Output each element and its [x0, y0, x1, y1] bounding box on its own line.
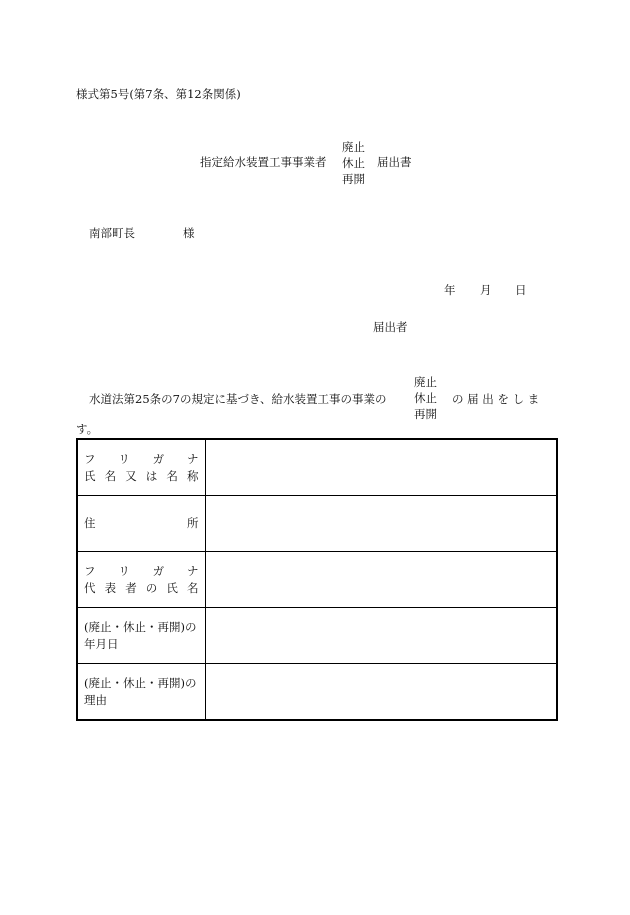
value-address[interactable] — [205, 496, 557, 552]
statement-option-kyushi: 休止 — [414, 391, 437, 405]
date-month-label: 月 — [480, 283, 492, 297]
furigana-label: フ リ ガ ナ — [84, 563, 199, 578]
value-representative[interactable] — [205, 552, 557, 608]
title-suffix: 届出書 — [377, 155, 412, 169]
title-option-kyushi: 休止 — [342, 156, 365, 170]
label-reason: (廃止・休止・再開)の 理由 — [77, 664, 205, 721]
addressee-honorific: 様 — [183, 226, 195, 240]
furigana-label: フ リ ガ ナ — [84, 451, 199, 466]
representative-label: 代 表 者 の 氏 名 — [84, 580, 199, 595]
notifier-label: 届出者 — [373, 320, 408, 334]
label-representative — [77, 552, 205, 608]
name-label: 氏 名 又 は 名 称 — [84, 468, 199, 483]
form-number: 様式第5号(第7条、第12条関係) — [76, 87, 241, 101]
title-option-haishi: 廃止 — [342, 140, 365, 154]
table-row-name — [77, 439, 557, 496]
label-date: (廃止・休止・再開)の 年月日 — [77, 608, 205, 664]
table-row-representative — [77, 552, 557, 608]
statement-option-haishi: 廃止 — [414, 375, 437, 389]
value-reason[interactable] — [205, 664, 557, 721]
date-year-label: 年 — [444, 283, 456, 297]
title-options — [342, 139, 365, 187]
table-row-reason — [77, 664, 557, 721]
label-name — [77, 439, 205, 496]
statement-text-wrap: す。 — [76, 422, 99, 436]
statement-option-saikai: 再開 — [414, 407, 437, 421]
value-date[interactable] — [205, 608, 557, 664]
title-prefix: 指定給水装置工事事業者 — [200, 155, 327, 169]
notification-table — [76, 438, 558, 721]
title-option-saikai: 再開 — [342, 172, 365, 186]
date-day-label: 日 — [515, 283, 527, 297]
addressee-name: 南部町長 — [89, 226, 135, 240]
statement-options — [414, 374, 437, 422]
statement-text-after: の 届 出 を し ま — [452, 392, 540, 406]
statement-text: 水道法第25条の7の規定に基づき、給水装置工事の事業の — [89, 392, 387, 406]
value-name[interactable] — [205, 439, 557, 496]
label-address — [77, 496, 205, 552]
table-row-address — [77, 496, 557, 552]
table-row-date — [77, 608, 557, 664]
address-label: 住 所 — [84, 516, 199, 530]
